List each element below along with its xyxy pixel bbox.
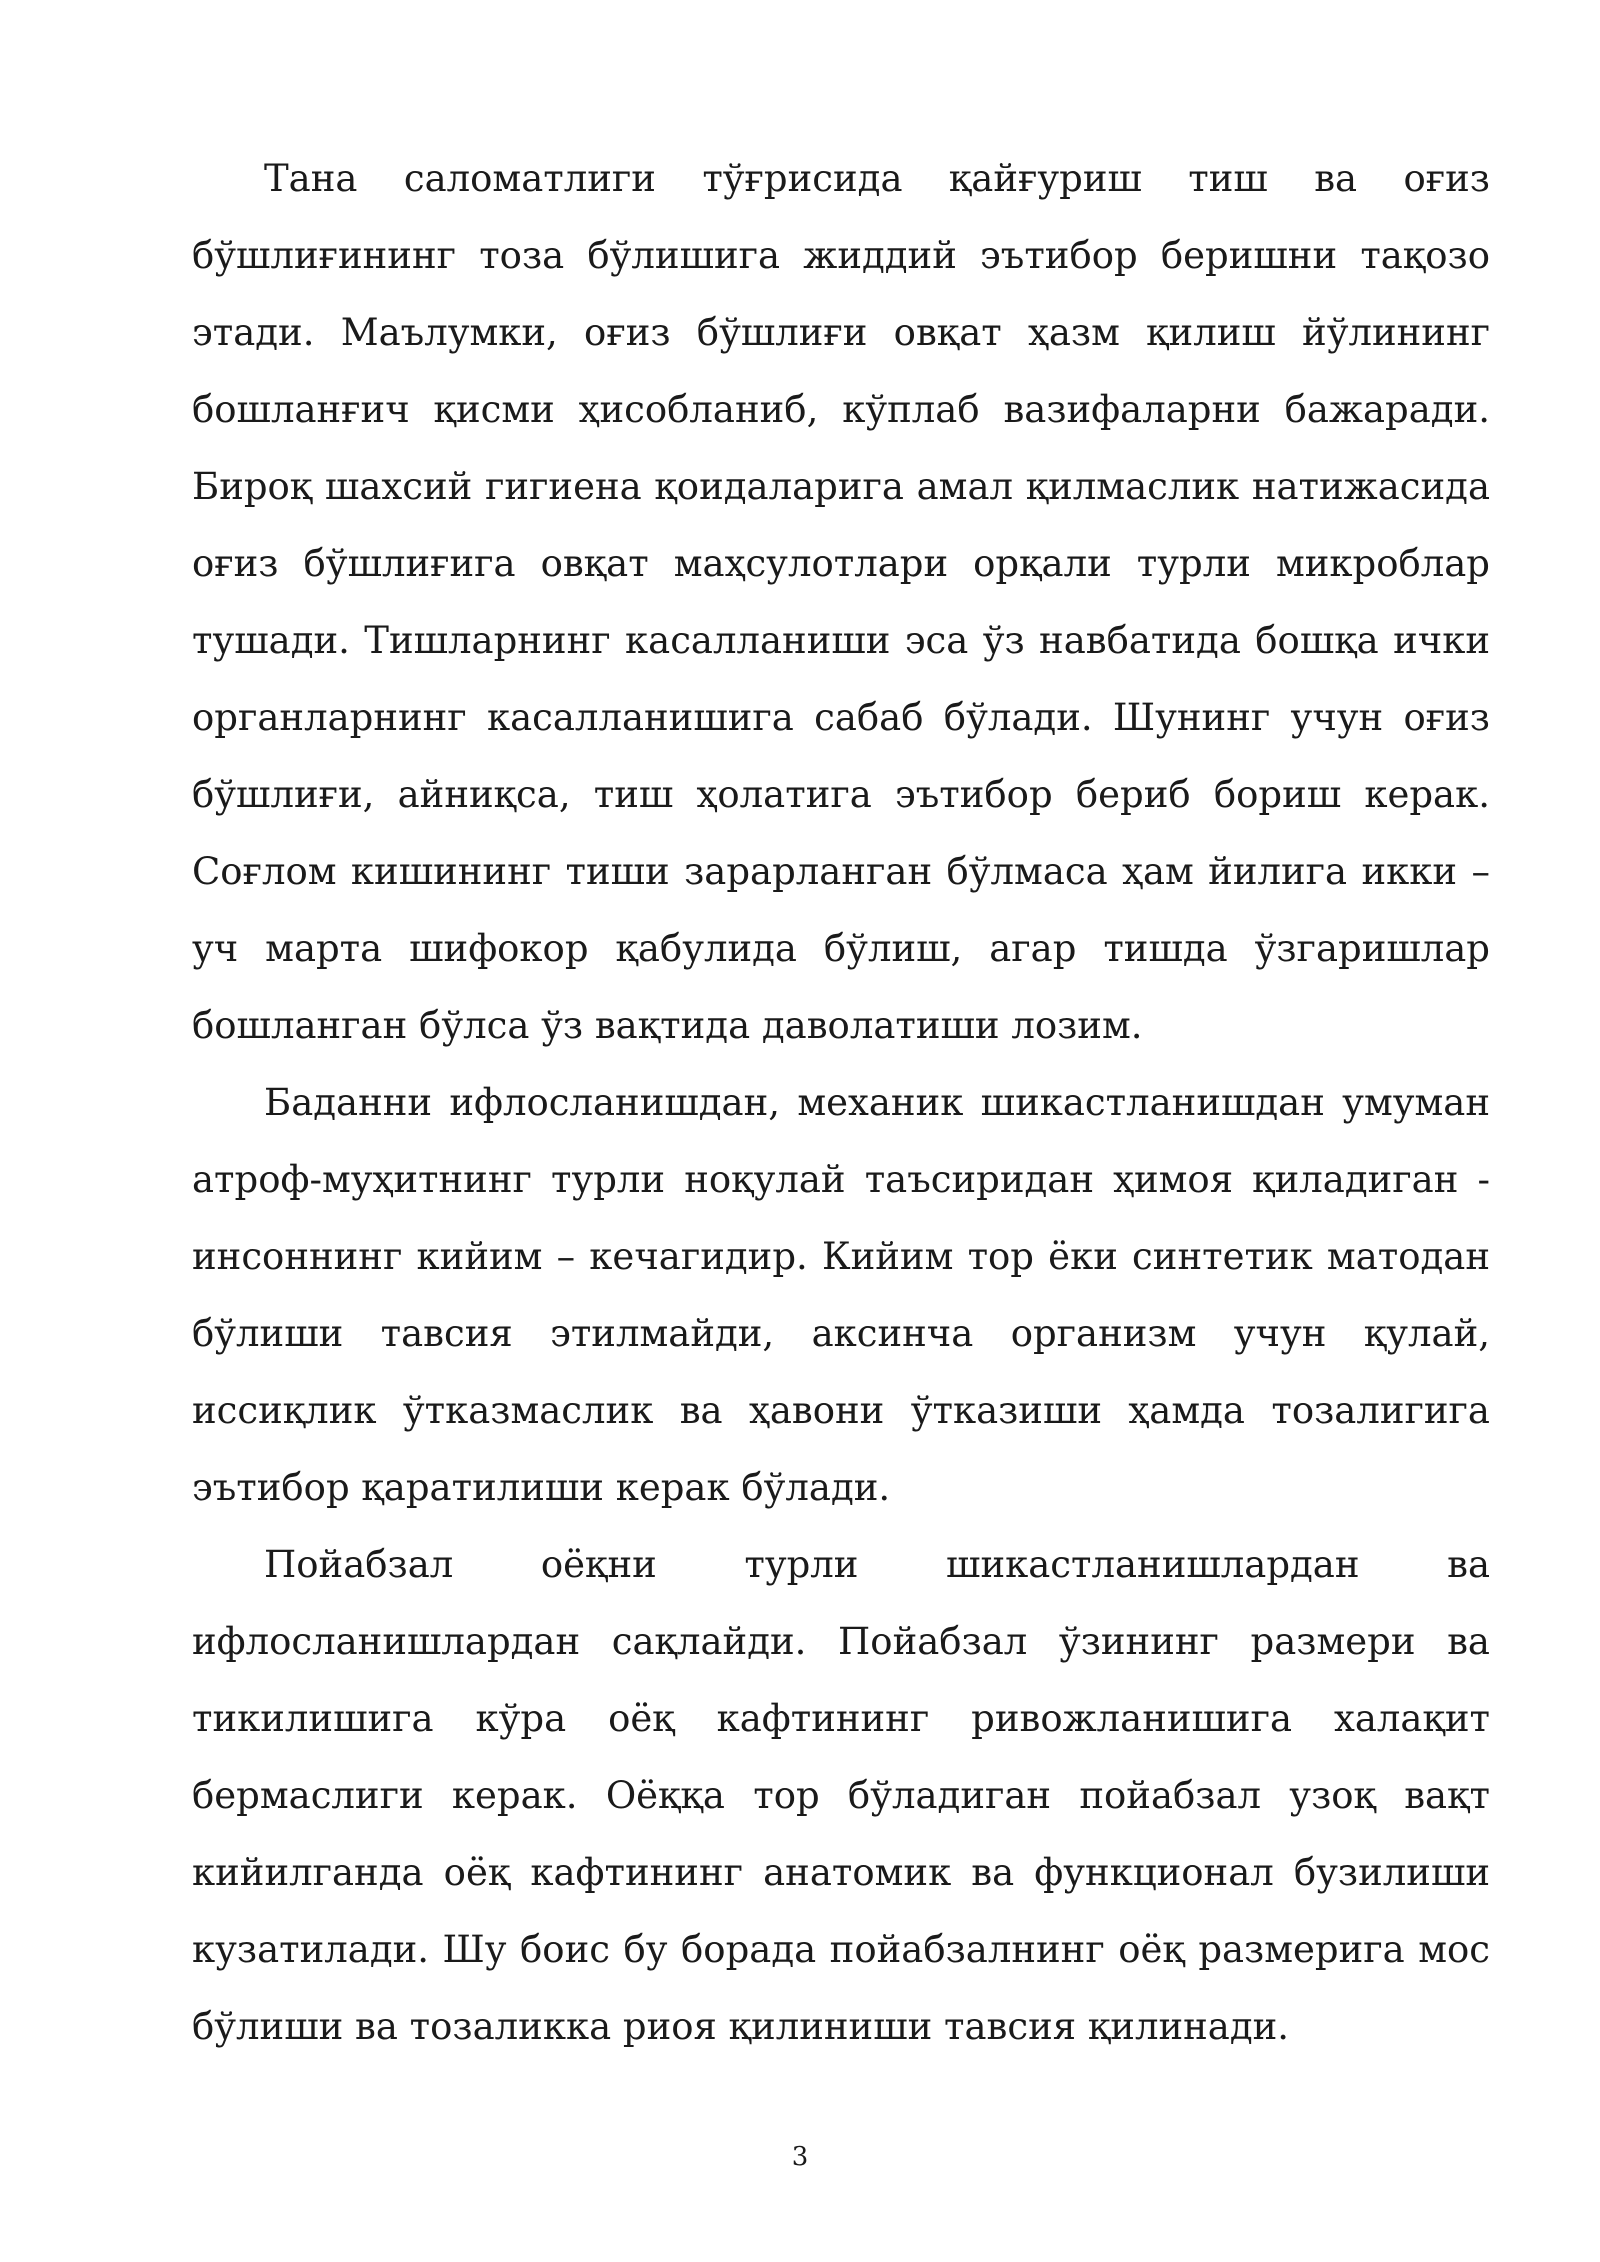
- paragraph-oral-hygiene: Тана саломатлиги тўғрисида қайғуриш тиш ва оғиз бўшлиғининг тоза бўлишига жиддий эътибор беришни тақозо этади. Маълумки, оғиз бўшлиғи овқат ҳазм қилиш йўлининг бошланғич қисми ҳисобланиб, кўплаб вазифаларни бажаради. Бироқ шахсий гигиена қоидаларига амал қилмаслик натижасида оғиз бўшлиғига овқат маҳсулотлари орқали турли микроблар тушади. Тишларнинг касалланиши эса ўз навбатида бошқа ички органларнинг касалланишига сабаб бўлади. Шунинг учун оғиз бўшлиғи, айниқса, тиш ҳолатига эътибор бериб бориш керак. Соғлом кишининг тиши зарарланган бўлмаса ҳам йилига икки – уч марта шифокор қабулида бўлиш, агар тишда ўзгаришлар бошланган бўлса ўз вақтида даволатиши лозим.: [192, 157, 1490, 1047]
- page-number: 3: [791, 2142, 809, 2172]
- paragraph-clothing: Баданни ифлосланишдан, механик шикастланишдан умуман атроф-муҳитнинг турли ноқулай таъсиридан ҳимоя қиладиган - инсоннинг кийим – кечагидир. Кийим тор ёки синтетик матодан бўлиши тавсия этилмайди, аксинча организм учун қулай, иссиқлик ўтказмаслик ва ҳавони ўтказиши ҳамда тозалигига эътибор қаратилиши керак бўлади.: [192, 1081, 1490, 1509]
- paragraph-footwear: Пойабзал оёқни турли шикастланишлардан ва ифлосланишлардан сақлайди. Пойабзал ўзининг размери ва тикилишига кўра оёқ кафтининг ривожланишига халақит бермаслиги керак. Оёққа тор бўладиган пойабзал узоқ вақт кийилганда оёқ кафтининг анатомик ва функционал бузилиши кузатилади. Шу боис бу борада пойабзалнинг оёқ размерига мос бўлиши ва тозаликка риоя қилиниши тавсия қилинади.: [192, 1543, 1490, 2048]
- body-text: [192, 140, 1490, 2065]
